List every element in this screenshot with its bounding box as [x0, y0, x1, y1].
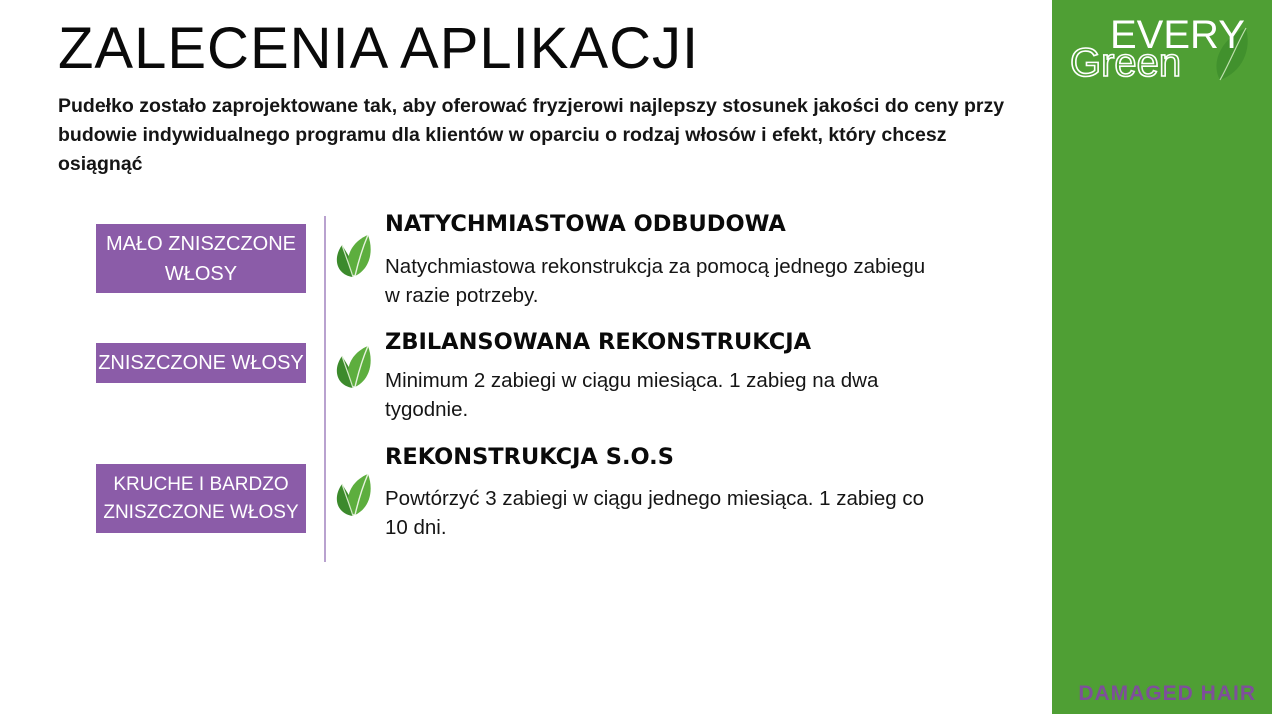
intro-text: Pudełko zostało zaprojektowane tak, aby oferować fryzjerowi najlepszy stosunek jakości do ceny przy budowie indywidualnego programu dla klientów w oparciu o rodzaj włosów i efekt, który chcesz osiągnąć	[58, 95, 1005, 175]
category-very-damaged: KRUCHE I BARDZO ZNISZCZONE WŁOSY	[96, 464, 306, 533]
category-low-damage: MAŁO ZNISZCZONE WŁOSY	[96, 224, 306, 293]
page-title: ZALECENIA APLIKACJI	[58, 16, 700, 81]
category-damaged: ZNISZCZONE WŁOSY	[96, 343, 306, 383]
recommendation-title: NATYCHMIASTOWA ODBUDOWA	[385, 211, 786, 237]
brand-line1: EVERY	[1110, 13, 1245, 57]
leaf-icon	[332, 231, 378, 279]
recommendation-description: Minimum 2 zabiegi w ciągu miesiąca. 1 zabieg na dwa tygodnie.	[385, 369, 879, 421]
leaf-icon	[332, 342, 378, 390]
brand-line2: Green	[1070, 41, 1182, 85]
brand-logo	[1070, 10, 1262, 90]
recommendation-title: ZBILANSOWANA REKONSTRUKCJA	[385, 329, 811, 355]
recommendation-description: Powtórzyć 3 zabiegi w ciągu jednego miesiąca. 1 zabieg co 10 dni.	[385, 487, 924, 539]
footer-tag: DAMAGED HAIR	[1078, 682, 1256, 705]
vertical-divider	[324, 216, 326, 562]
leaf-icon	[332, 470, 378, 518]
recommendation-description: Natychmiastowa rekonstrukcja za pomocą jednego zabiegu w razie potrzeby.	[385, 255, 926, 307]
green-sidebar	[1052, 0, 1272, 714]
recommendation-title: REKONSTRUKCJA S.O.S	[385, 444, 674, 470]
